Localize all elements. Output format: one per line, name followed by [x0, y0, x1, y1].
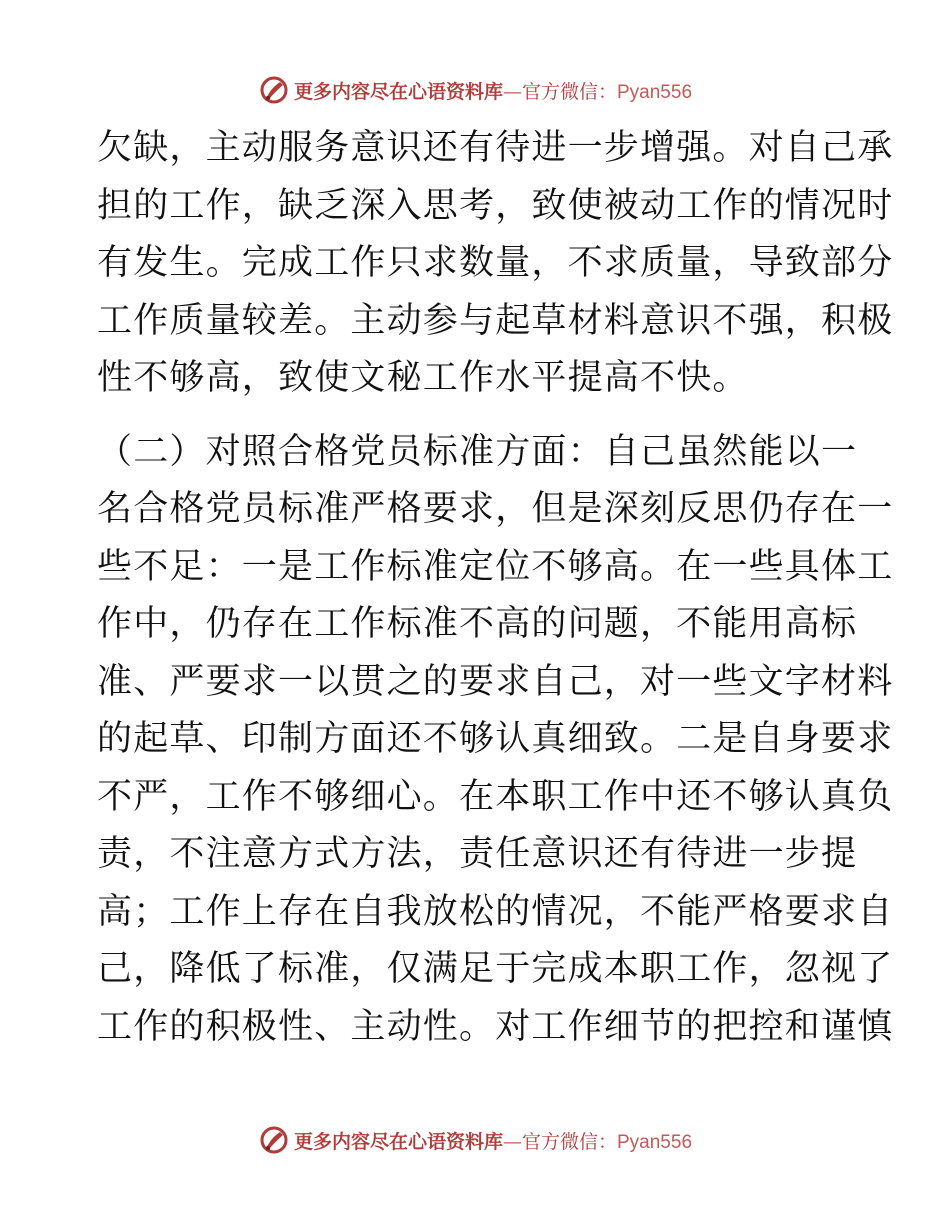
text-line: 担的工作，缺乏深入思考，致使被动工作的情况时 — [97, 185, 894, 226]
watermark-text — [294, 77, 692, 104]
watermark-wechat-id: Pyan556 — [617, 1131, 693, 1153]
text-line: 性不够高，致使文秘工作水平提高不快。 — [97, 358, 749, 398]
text-line: 名合格党员标准严格要求，但是深刻反思仍存在一 — [97, 489, 894, 529]
footer-watermark — [0, 1120, 950, 1160]
text-line: 不严，工作不够细心。在本职工作中还不够认真负 — [97, 776, 894, 817]
text-line: 有发生。完成工作只求数量，不求质量，导致部分 — [97, 243, 894, 283]
watermark-main: 更多内容尽在心语资料库 — [293, 80, 503, 103]
watermark-dash: — — [502, 80, 522, 103]
watermark-dash: — — [502, 1130, 522, 1153]
watermark-official: 官方微信： — [521, 80, 617, 103]
brush-logo-icon — [258, 1124, 290, 1156]
text-line: 些不足：一是工作标准定位不够高。在一些具体工 — [97, 546, 894, 587]
paragraph-1 — [97, 120, 894, 408]
watermark-main: 更多内容尽在心语资料库 — [293, 1130, 503, 1153]
text-line: 的起草、印制方面还不够认真细致。二是自身要求 — [97, 719, 894, 759]
text-line: 高；工作上存在自我放松的情况，不能严格要求自 — [97, 891, 894, 932]
paragraph-gap — [97, 408, 857, 424]
text-line: 准、严要求一以贯之的要求自己，对一些文字材料 — [97, 661, 894, 702]
brush-logo-icon — [258, 74, 290, 106]
text-line: 责，不注意方式方法，责任意识还有待进一步提 — [97, 834, 858, 874]
watermark-text — [294, 1127, 692, 1154]
text-line: 欠缺，主动服务意识还有待进一步增强。对自己承 — [97, 128, 894, 168]
watermark-official: 官方微信： — [521, 1130, 617, 1153]
text-line: 作中，仍存在工作标准不高的问题，不能用高标 — [97, 604, 858, 644]
text-line: 工作的积极性、主动性。对工作细节的把控和谨慎 — [97, 1006, 894, 1047]
document-body — [97, 120, 894, 1056]
header-watermark — [0, 70, 950, 110]
text-line: （二）对照合格党员标准方面：自己虽然能以一 — [97, 431, 858, 472]
watermark-wechat-id: Pyan556 — [617, 81, 693, 103]
paragraph-2 — [97, 424, 894, 1057]
text-line: 工作质量较差。主动参与起草材料意识不强，积极 — [97, 300, 894, 341]
text-line: 己，降低了标准，仅满足于完成本职工作，忽视了 — [97, 949, 894, 989]
